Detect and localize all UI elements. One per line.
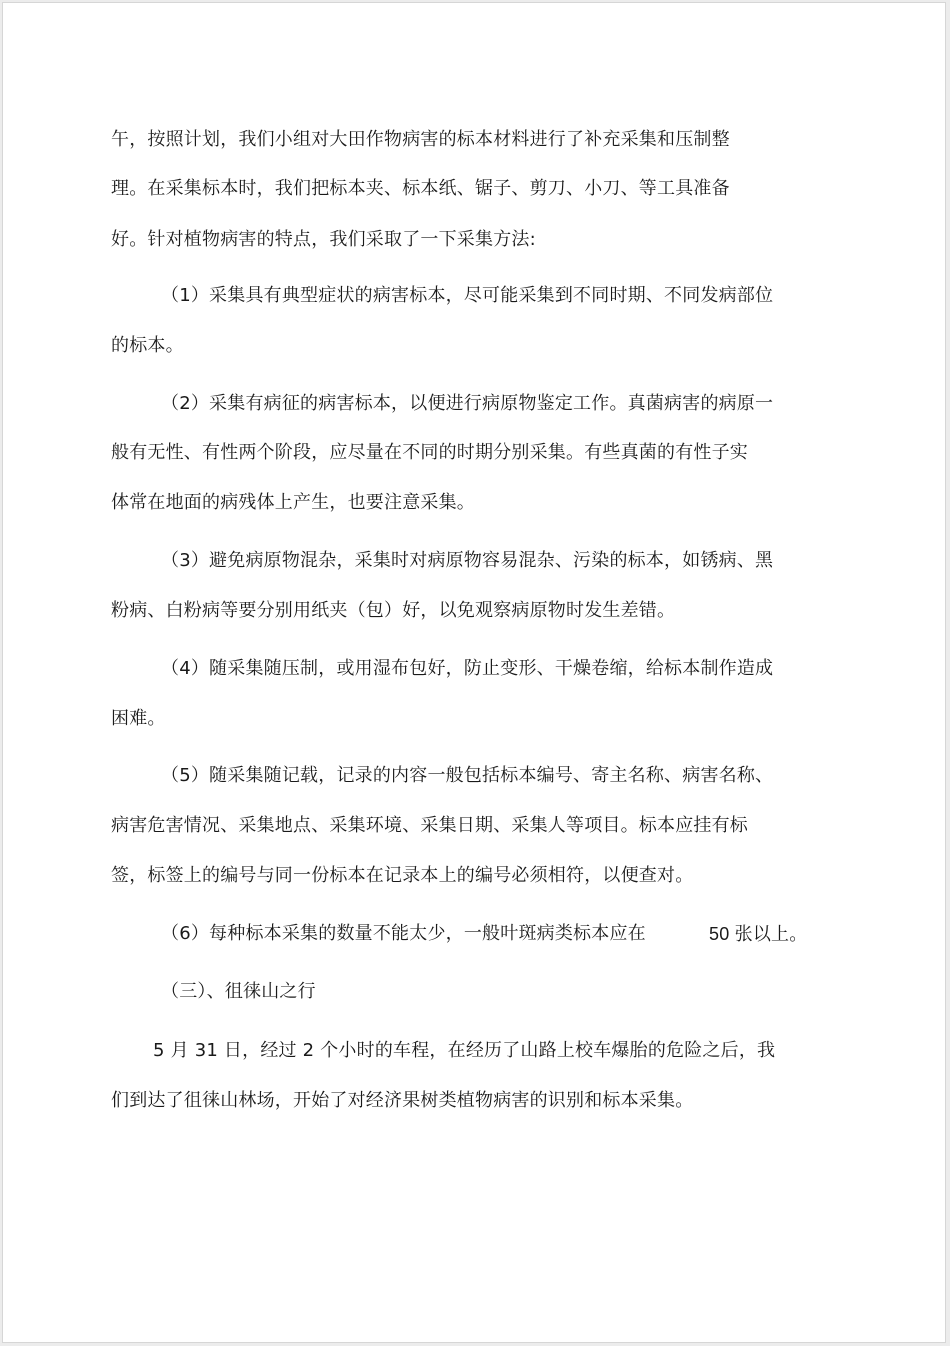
list-item-4: （4）随采集随压制，或用湿布包好，防止变形、干燥卷缩，给标本制作造成 (161, 658, 774, 679)
paragraph-line: 粉病、白粉病等要分别用纸夹（包）好，以免观察病原物时发生差错。 (111, 600, 676, 621)
list-item-2: （2）采集有病征的病害标本，以便进行病原物鉴定工作。真菌病害的病原一 (161, 393, 774, 414)
paragraph-line: 5 月 31 日，经过 2 个小时的车程，在经历了山路上校车爆胎的危险之后，我 (153, 1040, 776, 1061)
section-heading: （三）、徂徕山之行 (161, 981, 316, 1002)
quantity-text: 50 张以上。 (709, 924, 808, 944)
document-page (2, 2, 946, 1343)
paragraph-line: 签，标签上的编号与同一份标本在记录本上的编号必须相符，以便查对。 (111, 865, 694, 886)
paragraph-line: 午，按照计划，我们小组对大田作物病害的标本材料进行了补充采集和压制整 (111, 129, 730, 150)
paragraph-line: 般有无性、有性两个阶段，应尽量在不同的时期分别采集。有些真菌的有性子实 (111, 442, 748, 463)
paragraph-line: 好。针对植物病害的特点，我们采取了一下采集方法: (111, 229, 536, 250)
paragraph-line: 们到达了徂徕山林场，开始了对经济果树类植物病害的识别和标本采集。 (111, 1090, 694, 1111)
paragraph-line: 困难。 (111, 708, 166, 729)
paragraph-line: 理。在采集标本时，我们把标本夹、标本纸、锯子、剪刀、小刀、等工具准备 (111, 178, 730, 199)
paragraph-line: 病害危害情况、采集地点、采集环境、采集日期、采集人等项目。标本应挂有标 (111, 815, 748, 836)
list-item-5: （5）随采集随记载，记录的内容一般包括标本编号、寄主名称、病害名称、 (161, 765, 774, 786)
list-item-6: （6）每种标本采集的数量不能太少，一般叶斑病类标本应在 (161, 923, 646, 944)
paragraph-line: 的标本。 (111, 335, 184, 356)
paragraph-line: 体常在地面的病残体上产生，也要注意采集。 (111, 492, 475, 513)
list-item-3: （3）避免病原物混杂，采集时对病原物容易混杂、污染的标本，如锈病、黑 (161, 550, 774, 571)
list-item-1: （1）采集具有典型症状的病害标本，尽可能采集到不同时期、不同发病部位 (161, 285, 774, 306)
